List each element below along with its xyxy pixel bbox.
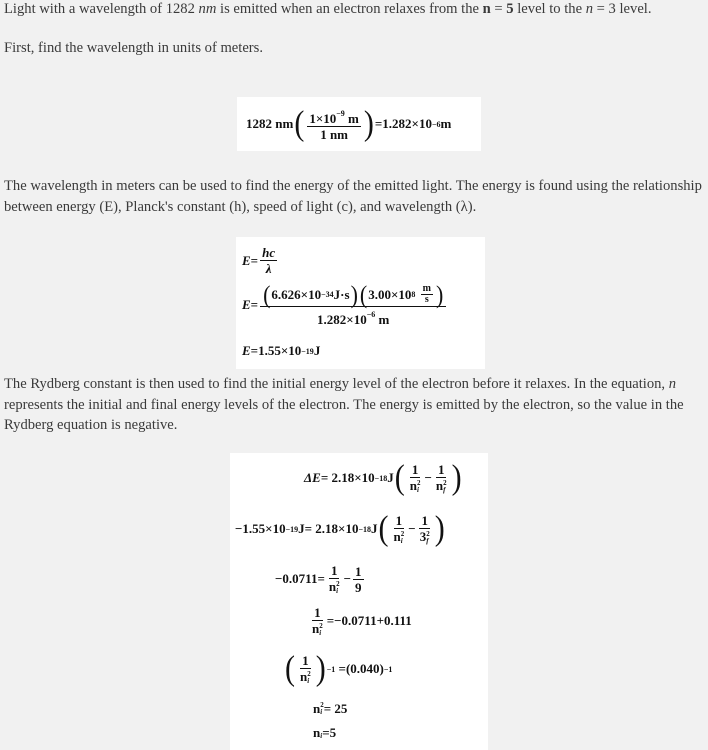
step2-text: The wavelength in meters can be used to find the energy of the emitted light. The energy is found using the relationship between energy (E), Planck's constant (h), speed of light (c), and wavelength (λ). <box>4 178 702 215</box>
wavelength-conversion-equation: 1282 nm ( $\frac{1\times 10^{-9} m}{1 nm}$ ) =1.282×10 −6 m <box>237 97 481 151</box>
step3-text: The Rydberg constant is then used to find the initial energy level of the electron before it relaxes. In the equation, n represents the initial and final energy levels of the electron. The energy is emitted by the electron, so the value in the Rydberg equation is negative. <box>4 376 684 433</box>
rydberg-equation: ΔE = 2.18×10 −18 J ( 1 n 2 i − 1 n 2 f ) −1.55×10 −19 J = 2.18×10 −18 J ( 1 n 2 i − 1 3 2 f ) −0.0711= 1 n 2 i − $\frac{1}{9}$ 1 n 2 i =−0.0711+0.111 ( 1 n 2 i ) −1 =(0.040) −1 n 2 i = 25 n i =5 <box>230 453 488 750</box>
step1-text: First, find the wavelength in units of meters. <box>4 40 263 56</box>
intro-paragraph: Light with a wavelength of 1282 nm is emitted when an electron relaxes from the n = 5 level to the n = 3 level. <box>4 1 652 17</box>
energy-equation: E = $\frac{hc}{\lambda}$ E = ( 6.626×10 −34 J·s ) ( 3.00×10 8 $\frac{m}{s}$ ) $1.282\times 10^{-6}$ m E =1.55×10 −19 J <box>236 237 485 369</box>
